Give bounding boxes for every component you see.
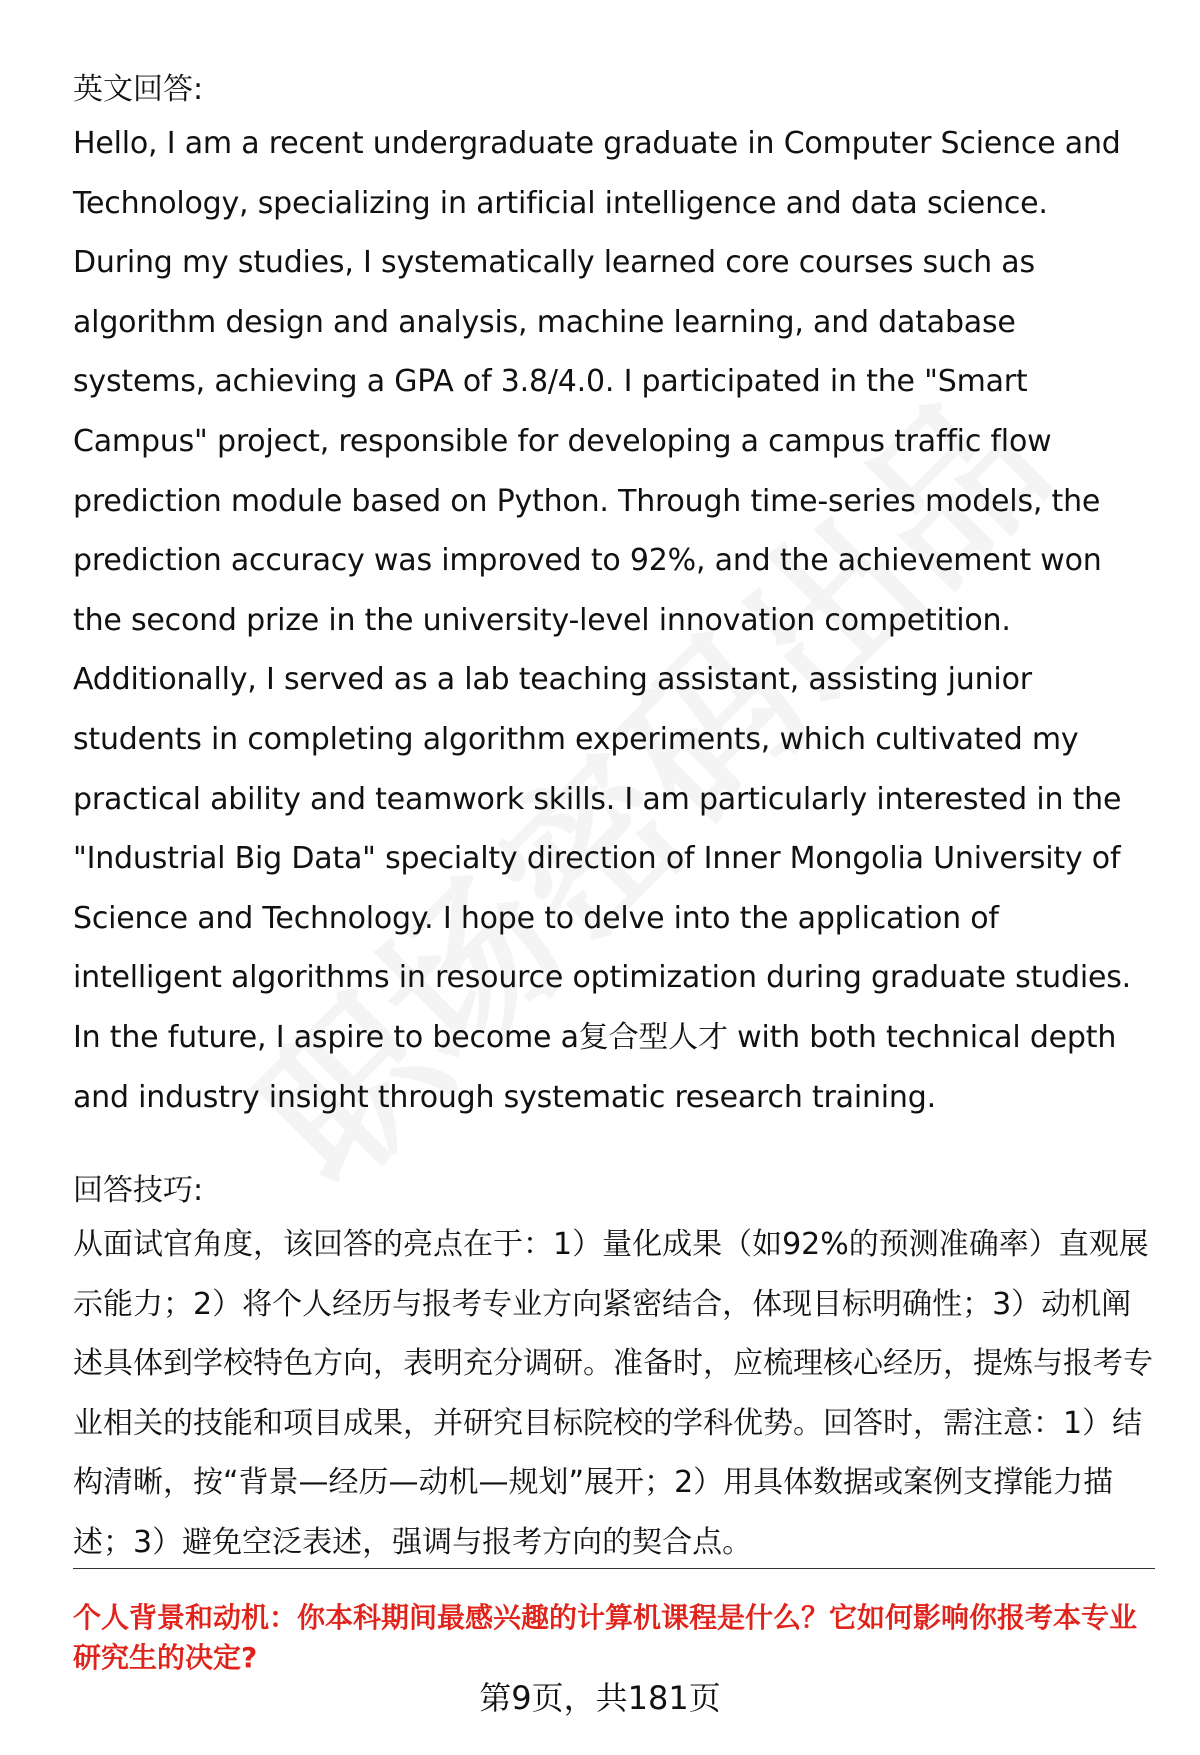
page-number: 第9页，共181页	[479, 1679, 721, 1717]
section-divider	[73, 1568, 1155, 1569]
next-question-heading: 个人背景和动机：你本科期间最感兴趣的计算机课程是什么？它如何影响你报考本专业研究生的决定?	[73, 1601, 1138, 1674]
answer-text: Hello, I am a recent undergraduate graduate in Computer Science and Technology, specializing in artificial intelligence and data science. During my studies, I systematically learned core courses such as algorithm design and analysis, machine learning, and database systems, achieving a GPA of 3.8/4.0. I participated in the "Smart Campus" project, responsible for developing a campus traffic flow prediction module based on Python. Through time-series models, the prediction accuracy was improved to 92%, and the achievement won the second prize in the university-level innovation competition. Additionally, I served as a lab teaching assistant, assisting junior students in completing algorithm experiments, which cultivated my practical ability and teamwork skills. I am particularly interested in the "Industrial Big Data" specialty direction of Inner Mongolia University of Science and Technology. I hope to delve into the application of intelligent algorithms in resource optimization during graduate studies. In the future, I aspire to become a复合型人才 with both technical depth and industry insight through systematic research training.	[73, 126, 1131, 1115]
answer-heading: 英文回答:	[73, 72, 204, 107]
page-content	[73, 66, 1153, 1573]
tips-text: 从面试官角度，该回答的亮点在于：1）量化成果（如92%的预测准确率）直观展示能力；2）将个人经历与报考专业方向紧密结合，体现目标明确性；3）动机阐述具体到学校特色方向，表明充分调研。准备时，应梳理核心经历，提炼与报考专业相关的技能和项目成果，并研究目标院校的学科优势。回答时，需注意：1）结构清晰，按“背景—经历—动机—规划”展开；2）用具体数据或案例支撑能力描述；3）避免空泛表述，强调与报考方向的契合点。	[73, 1227, 1153, 1561]
tips-heading: 回答技巧:	[73, 1173, 204, 1209]
